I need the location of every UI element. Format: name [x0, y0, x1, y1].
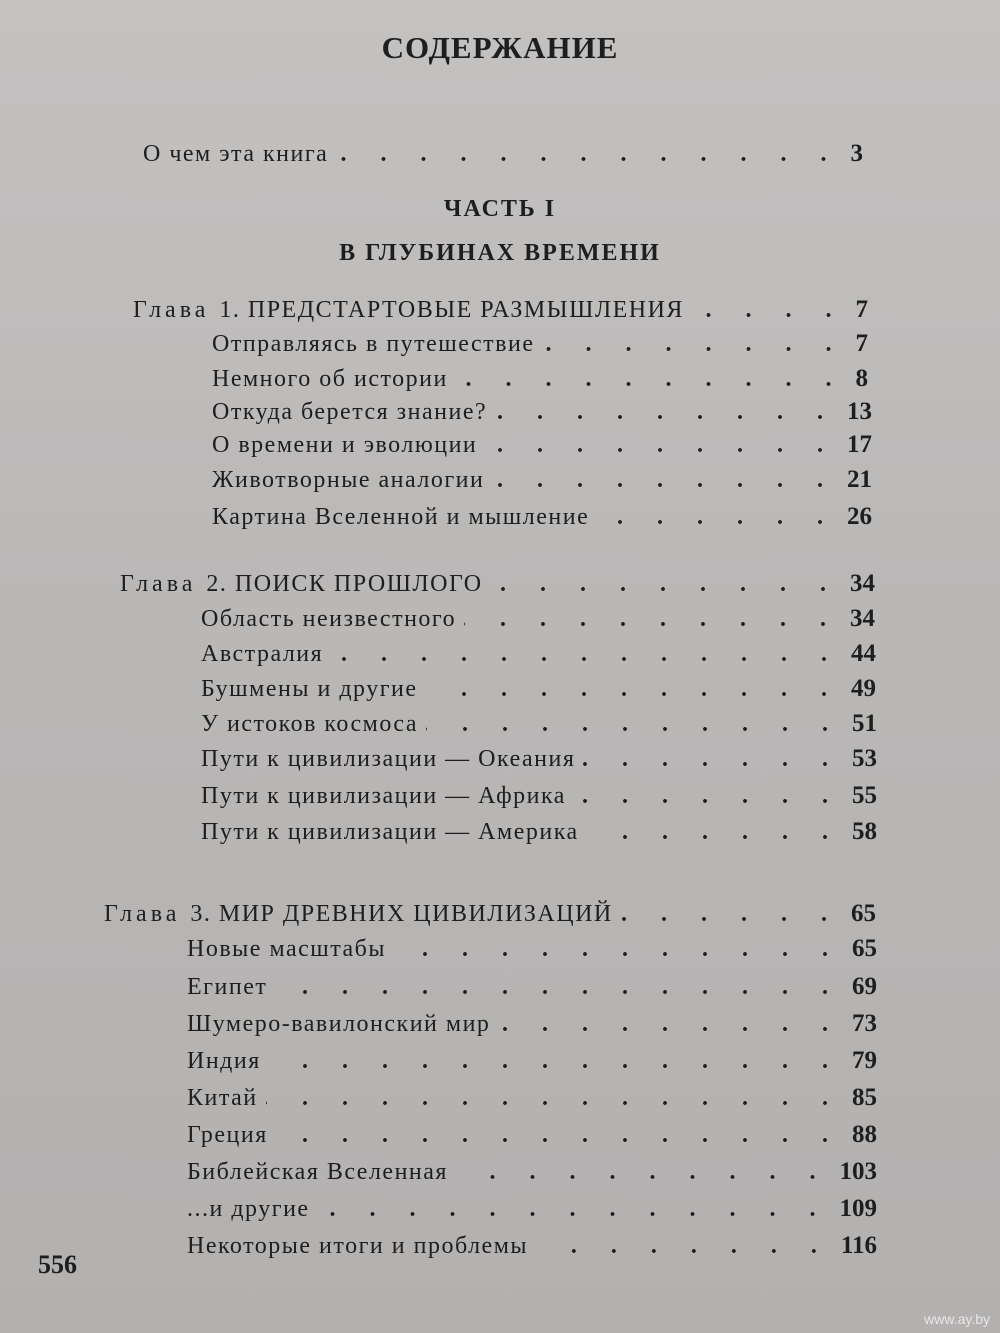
section-page: 69 [852, 973, 877, 1000]
chapter-prefix: Глава [104, 901, 181, 927]
leader-dots [621, 901, 841, 928]
page-number: 556 [38, 1250, 77, 1279]
leader-dots [498, 1011, 842, 1038]
toc-entry-label: О чем эта книга [143, 141, 329, 167]
section-label: Пути к цивилизации — Америка [201, 819, 579, 845]
leader-dots [692, 297, 846, 324]
section-label: Немного об истории [212, 366, 448, 392]
toc-section [187, 1084, 877, 1112]
leader-dots [276, 1122, 842, 1149]
section-label: Картина Вселенной и мышление [212, 504, 590, 530]
section-label: ...и другие [187, 1196, 310, 1222]
section-page: 58 [852, 818, 877, 845]
section-label: Пути к цивилизации — Африка [201, 783, 566, 809]
toc-section [187, 1047, 877, 1075]
toc-entry-page: 3 [850, 140, 863, 167]
toc-section [187, 1232, 877, 1260]
leader-dots [456, 1159, 830, 1186]
section-label: Пути к цивилизации — Океания [201, 746, 576, 772]
leader-dots [495, 399, 837, 426]
section-page: 109 [839, 1195, 877, 1222]
leader-dots [574, 783, 842, 810]
leader-dots [464, 606, 840, 633]
toc-section [187, 973, 877, 1001]
toc-section [187, 1158, 877, 1186]
section-page: 79 [852, 1047, 877, 1074]
section-page: 17 [847, 431, 872, 458]
toc-section [187, 935, 877, 963]
section-page: 85 [852, 1084, 877, 1111]
section-label: Индия [187, 1048, 261, 1074]
leader-dots [597, 504, 837, 531]
toc-chapter-1 [133, 296, 868, 324]
section-label: У истоков космоса [201, 711, 419, 737]
toc-section [187, 1195, 877, 1223]
section-page: 8 [855, 365, 868, 392]
section-page: 55 [852, 782, 877, 809]
toc-entry-intro [143, 140, 863, 168]
toc-section [201, 675, 876, 703]
section-page: 44 [851, 640, 876, 667]
watermark: www.ay.by [924, 1311, 990, 1327]
section-page: 21 [847, 466, 872, 493]
section-page: 13 [847, 398, 872, 425]
toc-section [212, 503, 872, 531]
chapter-page: 65 [851, 900, 876, 927]
leader-dots [583, 746, 842, 773]
leader-dots [492, 467, 837, 494]
section-page: 49 [851, 675, 876, 702]
section-label: Шумеро-вавилонский мир [187, 1011, 491, 1037]
toc-section [187, 1121, 877, 1149]
toc-section [201, 605, 875, 633]
leader-dots [456, 366, 846, 393]
leader-dots [331, 641, 841, 668]
leader-dots [336, 141, 840, 168]
chapter-page: 7 [855, 296, 868, 323]
leader-dots [587, 819, 842, 846]
toc-section [212, 398, 872, 426]
chapter-prefix: Глава [133, 297, 210, 323]
section-label: Австралия [201, 641, 324, 667]
toc-section [187, 1010, 877, 1038]
chapter-title: 1. ПРЕДСТАРТОВЫЕ РАЗМЫШЛЕНИЯ [219, 297, 684, 323]
leader-dots [491, 571, 840, 598]
toc-section [201, 818, 877, 846]
page-title: СОДЕРЖАНИЕ [381, 30, 619, 65]
section-page: 88 [852, 1121, 877, 1148]
leader-dots [485, 432, 837, 459]
toc-section [212, 365, 868, 393]
leader-dots [266, 1085, 842, 1112]
toc-section [201, 640, 876, 668]
part-number: ЧАСТЬ I [443, 196, 557, 222]
toc-section [212, 330, 868, 358]
section-label: Библейская Вселенная [187, 1159, 448, 1185]
section-page: 26 [847, 503, 872, 530]
toc-section [201, 710, 877, 738]
section-page: 53 [852, 745, 877, 772]
section-page: 34 [850, 605, 875, 632]
leader-dots [318, 1196, 830, 1223]
toc-section [212, 466, 872, 494]
section-label: Китай [187, 1085, 258, 1111]
section-label: Животворные аналогии [212, 467, 485, 493]
section-label: Область неизвестного [201, 606, 457, 632]
toc-section [201, 782, 877, 810]
chapter-title: 2. ПОИСК ПРОШЛОГО [206, 571, 483, 597]
toc-section [212, 431, 872, 459]
leader-dots [394, 936, 842, 963]
section-page: 73 [852, 1010, 877, 1037]
leader-dots [536, 1233, 831, 1260]
leader-dots [275, 974, 842, 1001]
chapter-page: 34 [850, 570, 875, 597]
section-label: Бушмены и другие [201, 676, 418, 702]
section-label: Греция [187, 1122, 268, 1148]
section-page: 116 [840, 1232, 877, 1259]
section-label: Новые масштабы [187, 936, 387, 962]
chapter-title: 3. МИР ДРЕВНИХ ЦИВИЛИЗАЦИЙ [190, 901, 613, 927]
section-page: 51 [852, 710, 877, 737]
leader-dots [269, 1048, 842, 1075]
toc-section [201, 745, 877, 773]
section-label: Откуда берется знание? [212, 399, 488, 425]
section-page: 65 [852, 935, 877, 962]
section-page: 103 [839, 1158, 877, 1185]
section-label: Египет [187, 974, 268, 1000]
leader-dots [426, 711, 842, 738]
section-label: О времени и эволюции [212, 432, 478, 458]
toc-chapter-3 [104, 900, 876, 928]
toc-chapter-2 [120, 570, 875, 598]
part-title: В ГЛУБИНАХ ВРЕМЕНИ [339, 240, 661, 266]
section-page: 7 [855, 330, 868, 357]
chapter-prefix: Глава [120, 571, 197, 597]
leader-dots [543, 331, 846, 358]
section-label: Некоторые итоги и проблемы [187, 1233, 529, 1259]
section-label: Отправляясь в путешествие [212, 331, 535, 357]
leader-dots [426, 676, 841, 703]
